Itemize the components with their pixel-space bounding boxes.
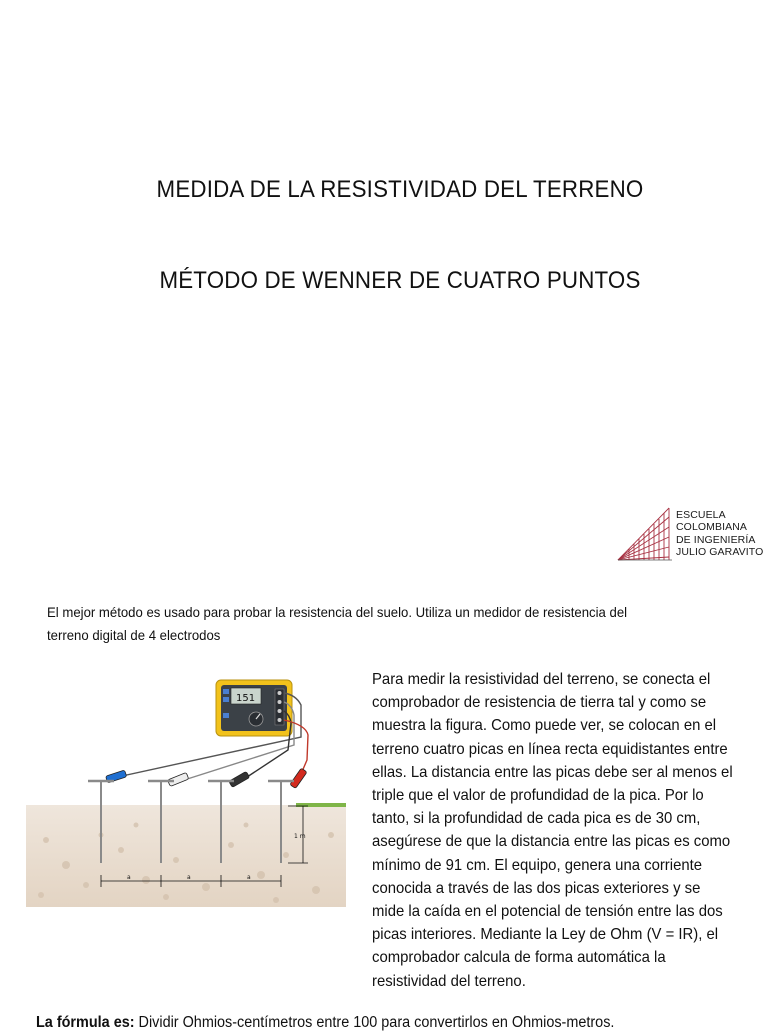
formula-label: La fórmula es: xyxy=(36,1014,135,1031)
wenner-setup-figure xyxy=(26,675,348,910)
logo-line: COLOMBIANA xyxy=(676,521,748,534)
earth-tester-device xyxy=(216,680,292,736)
meter-display-value: 151 xyxy=(236,693,256,704)
formula-text: Dividir Ohmios-centímetros entre 100 para convertirlos en Ohmios-metros. xyxy=(134,1014,615,1031)
wenner-diagram xyxy=(26,675,348,910)
clip-white xyxy=(168,772,189,786)
method-description: Para medir la resistividad del terreno, se conecta el comprobador de resistencia de tierra tal y como se muestra la figura. Como puede ver, se colocan en el terreno cuatro picas en línea recta equidistantes entre ellas. La distancia entre las picas debe ser al menos el triple que el valor de profundidad de la pica. Por lo tanto, si la profundidad de cada pica es de 30 cm, asegúrese de que la distancia entre las picas es como mínimo de 91 cm. El equipo, genera una corriente conocida a través de las dos picas exteriores y se mide la caída en el potencial de tensión entre las dos picas interiores. Mediante la Ley de Ohm (V = IR), el comprobador calcula de forma automática la resistividad del terreno. xyxy=(372,671,733,990)
spacing-label: a xyxy=(187,874,191,881)
grass-strip xyxy=(296,803,346,807)
ground-soil xyxy=(26,805,346,907)
page-subtitle: MÉTODO DE WENNER DE CUATRO PUNTOS xyxy=(159,267,641,294)
spacing-label: a xyxy=(127,874,131,881)
spacing-label: a xyxy=(247,874,251,881)
intro-text: El mejor método es usado para probar la resistencia del suelo. Utiliza un medidor de resistencia del terreno digital de 4 electrodos xyxy=(47,604,628,643)
page-title: MEDIDA DE LA RESISTIVIDAD DEL TERRENO xyxy=(156,176,644,203)
formula-line xyxy=(36,1013,724,1033)
logo-line: DE INGENIERÍA xyxy=(676,533,756,546)
logo-text xyxy=(676,509,763,558)
clip-red xyxy=(290,768,307,788)
clip-black xyxy=(229,771,250,787)
depth-label: 1 m xyxy=(294,833,306,840)
logo-line: JULIO GARAVITO xyxy=(676,545,764,558)
school-logo xyxy=(616,505,766,563)
logo-line: ESCUELA xyxy=(676,509,726,521)
